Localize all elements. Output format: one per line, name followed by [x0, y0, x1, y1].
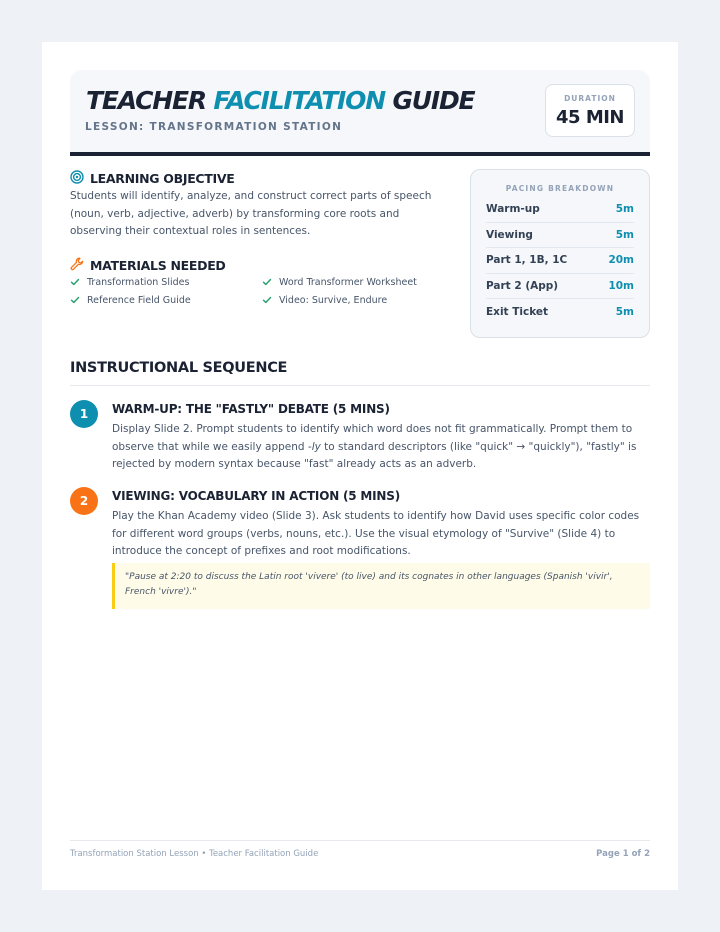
step-number-badge: 1 — [70, 400, 98, 428]
check-icon — [70, 295, 80, 305]
materials-heading: MATERIALS NEEDED — [70, 257, 226, 274]
footer-text: Transformation Station Lesson • Teacher Facilitation Guide — [70, 849, 319, 859]
pacing-row: Warm-up 5m — [486, 197, 634, 223]
target-icon — [70, 170, 84, 187]
step-heading: WARM-UP: THE "FASTLY" DEBATE (5 MINS) — [112, 402, 390, 416]
page-number: Page 1 of 2 — [596, 849, 650, 859]
duration-badge — [545, 84, 635, 137]
list-item: Reference Field Guide — [70, 294, 262, 306]
sequence-title: INSTRUCTIONAL SEQUENCE — [70, 360, 650, 386]
pacing-card — [470, 169, 650, 338]
step-text: Play the Khan Academy video (Slide 3). Ask students to identify how David uses specific color codes for different word groups (verbs, nouns, etc.). Use the visual etymology of "Survive" (Slide 4) to introduce the concept of prefixes and root modifications. — [112, 510, 640, 557]
duration-label: DURATION — [564, 94, 616, 103]
list-item: Word Transformer Worksheet — [262, 276, 450, 288]
page-footer — [70, 840, 650, 859]
pacing-row: Exit Ticket 5m — [486, 305, 634, 318]
lesson-subtitle: LESSON: TRANSFORMATION STATION — [85, 121, 343, 133]
check-icon — [70, 277, 80, 287]
objective-text: Students will identify, analyze, and construct correct parts of speech (noun, verb, adjective, adverb) by transforming core roots and observing their contextual roles in sentences. — [70, 190, 432, 237]
pacing-row: Viewing 5m — [486, 223, 634, 249]
list-item: Video: Survive, Endure — [262, 294, 450, 306]
pacing-row: Part 2 (App) 10m — [486, 274, 634, 300]
step-heading: VIEWING: VOCABULARY IN ACTION (5 MINS) — [112, 489, 401, 503]
pacing-row: Part 1, 1B, 1C 20m — [486, 248, 634, 274]
check-icon — [262, 277, 272, 287]
list-item: Transformation Slides — [70, 276, 262, 288]
wrench-icon — [70, 257, 84, 274]
page-title: TEACHER FACILITATION GUIDE — [86, 86, 475, 115]
step-number-badge: 2 — [70, 487, 98, 515]
objective-heading: LEARNING OBJECTIVE — [70, 170, 235, 187]
step-text: Display Slide 2. Prompt students to identify which word does not fit grammatically. Prompt them to observe that while we easily append -ly to standard descriptors (like "quick" → "quickly"), "fastly" is rejected by modern syntax because "fast" already acts as an adverb. — [112, 423, 637, 470]
header-card — [70, 70, 650, 156]
check-icon — [262, 295, 272, 305]
duration-value: 45 MIN — [556, 107, 624, 128]
pacing-label: PACING BREAKDOWN — [505, 184, 615, 193]
materials-list — [70, 276, 450, 306]
document-page — [42, 42, 678, 890]
tip-callout: "Pause at 2:20 to discuss the Latin root 'vivere' (to live) and its cognates in other languages (Spanish 'vivir', French 'vivre')." — [112, 563, 650, 609]
